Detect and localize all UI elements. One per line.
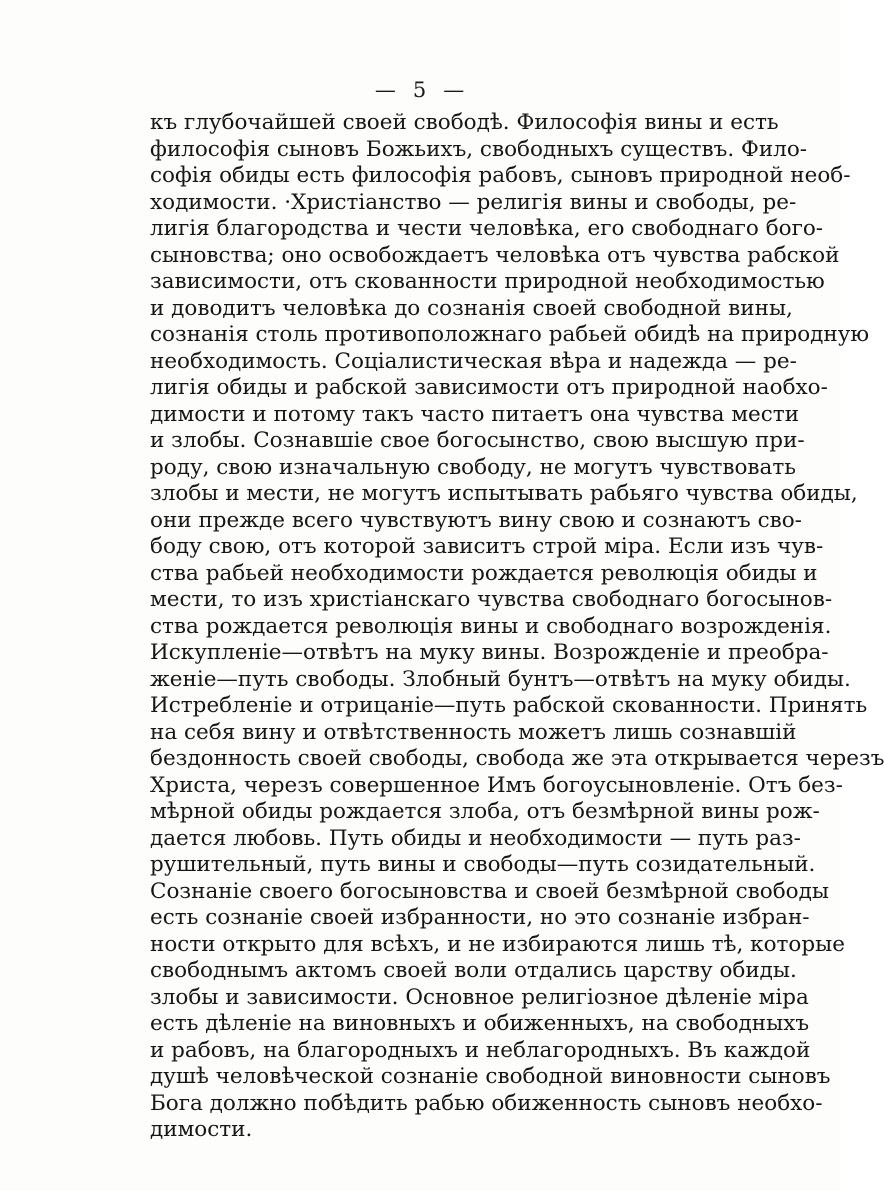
text-line: Христа, черезъ совершенное Имъ богоусыновленіе. Отъ без-	[150, 772, 843, 798]
text-line: женіе—путь свободы. Злобный бунтъ—отвѣтъ на муку обиды.	[150, 666, 851, 692]
page-number: 5	[412, 78, 428, 102]
text-line: Сознаніе своего богосыновства и своей безмѣрной свободы	[150, 878, 829, 904]
text-line: мести, то изъ христіанскаго чувства свободнаго богосынов-	[150, 587, 833, 612]
text-line: рушительный, путь вины и свободы—путь созидательный.	[150, 852, 816, 877]
text-line: ходимости. ·Христіанство — религія вины и свободы, ре-	[150, 189, 797, 215]
text-line: мѣрной обиды рождается злоба, отъ безмѣрной вины рож-	[150, 799, 820, 824]
text-line: ности открыто для всѣхъ, и не избираются лишь тѣ, которые	[150, 931, 845, 957]
text-line: свободнымъ актомъ своей воли отдались царству обиды.	[150, 958, 797, 983]
text-line: лигія обиды и рабской зависимости отъ природной наобхо-	[150, 375, 828, 400]
text-line: злобы и мести, не могутъ испытывать рабьяго чувства обиды,	[150, 481, 858, 506]
text-line: и рабовъ, на благородныхъ и неблагородныхъ. Въ каждой	[150, 1037, 811, 1063]
page-header	[0, 78, 840, 102]
text-line: димости и потому такъ часто питаетъ она чувства мести	[150, 401, 800, 427]
text-line: зависимости, отъ скованности природной необходимостью	[150, 269, 825, 294]
text-line: ства рождается революція вины и свободнаго возрожденія.	[150, 613, 832, 639]
header-dash-right: —	[443, 78, 466, 102]
text-line: и доводитъ человѣка до сознанія своей свободной вины,	[150, 295, 793, 321]
text-line: боду свою, отъ которой зависитъ строй міра. Если изъ чув-	[150, 534, 824, 559]
text-line: лигія благородства и чести человѣка, его свободнаго бого-	[150, 216, 824, 241]
text-line: злобы и зависимости. Основное религіозное дѣленіе міра	[150, 984, 809, 1010]
header-dash-left: —	[374, 78, 397, 102]
text-line: сознанія столь противоположнаго рабьей обидѣ на природную	[150, 322, 870, 347]
body-text	[150, 110, 884, 1144]
text-line: на себя вину и отвѣтственность можетъ лишь сознавшій	[150, 719, 797, 745]
text-line: Бога должно побѣдить рабью обиженность сыновъ необхо-	[150, 1090, 823, 1116]
text-line: Истребленіе и отрицаніе—путь рабской скованности. Принять	[150, 693, 868, 718]
text-line: есть сознаніе своей избранности, но это сознаніе избран-	[150, 905, 810, 930]
text-line: къ глубочайшей своей свободѣ. Философія вины и есть	[150, 110, 779, 135]
text-line: ства рабьей необходимости рождается революція обиды и	[150, 560, 818, 586]
text-line: необходимость. Соціалистическая вѣра и надежда — ре-	[150, 348, 797, 374]
text-line: Искупленіе—отвѣтъ на муку вины. Возрожденіе и преобра-	[150, 640, 829, 665]
text-line: софія обиды есть философія рабовъ, сыновъ природной необ-	[150, 163, 851, 188]
text-line: есть дѣленіе на виновныхъ и обиженныхъ, на свободныхъ	[150, 1011, 809, 1036]
text-line: роду, свою изначальную свободу, не могутъ чувствовать	[150, 454, 796, 480]
text-line: дается любовь. Путь обиды и необходимости — путь раз-	[150, 825, 801, 851]
text-line: философія сыновъ Божьихъ, свободныхъ существъ. Фило-	[150, 136, 808, 162]
text-line: сыновства; оно освобождаетъ человѣка отъ чувства рабской	[150, 242, 840, 268]
text-line: душѣ человѣческой сознаніе свободной виновности сыновъ	[150, 1064, 831, 1089]
text-line: бездонность своей свободы, свобода же эта открывается черезъ	[150, 746, 884, 771]
text-line: они прежде всего чувствуютъ вину свою и сознаютъ сво-	[150, 507, 802, 533]
text-line: и злобы. Сознавшіе свое богосынство, свою высшую при-	[150, 428, 805, 453]
text-line: димости.	[150, 1117, 253, 1142]
